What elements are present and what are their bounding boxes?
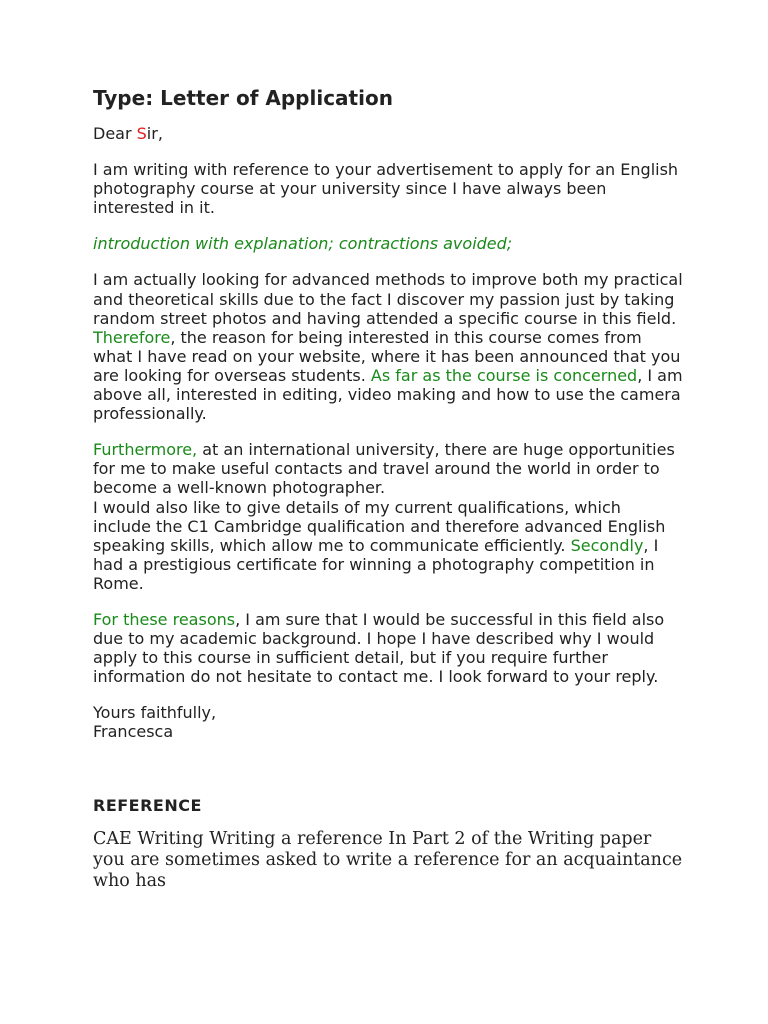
salutation	[93, 124, 683, 143]
linker-as-far-as: As far as the course is concerned	[370, 365, 638, 385]
body-2-part-1: at an international university, there are huge opportunities for me to make useful contacts and travel around the world in order to become a well-known photographer.	[93, 440, 675, 498]
closing: Yours faithfully,	[93, 703, 217, 723]
salutation-end: ir,	[146, 124, 163, 143]
annotation-intro: introduction with explanation; contractions avoided;	[93, 234, 513, 254]
body-1-part-1: I am actually looking for advanced methods to improve both my practical and theoretical skills due to the fact I discover my passion just by taking random street photos and having attended a specific course in this field.	[93, 270, 683, 328]
signature: Francesca	[93, 722, 174, 742]
body-1-part-3: , I am above all, interested in editing, video making and how to use the camera professionally.	[93, 365, 683, 424]
paragraph-conclusion	[93, 610, 683, 686]
paragraph-body-3	[93, 498, 683, 593]
linker-therefore: Therefore	[93, 327, 171, 347]
salutation-start: Dear	[93, 124, 137, 143]
reference-paragraph: CAE Writing Writing a reference In Part 2 of the Writing paper you are sometimes asked to write a reference for an acquaintance who has	[93, 828, 683, 891]
document-title: Type: Letter of Application	[93, 86, 393, 110]
linker-secondly: Secondly	[570, 535, 644, 555]
body-1-part-2: , the reason for being interested in this course comes from what I have read on your website, where it has been announced that you are looking for overseas students.	[93, 327, 681, 385]
conclusion-part-1: , I am sure that I would be successful in this field also due to my academic background. I hope I have described why I would apply to this course in sufficient detail, but if you require further information do not hesitate to contact me. I look forward to your reply.	[93, 609, 665, 687]
salutation-red-letter: S	[136, 124, 147, 143]
body-3-part-2: , I had a prestigious certificate for winning a photography competition in Rome.	[93, 535, 659, 593]
document-page	[93, 86, 683, 892]
linker-for-these-reasons: For these reasons	[93, 609, 236, 629]
paragraph-intro: I am writing with reference to your advertisement to apply for an English photography course at your university since I have always been interested in it.	[93, 160, 679, 218]
paragraph-body-1	[93, 270, 683, 423]
body-3-part-1: I would also like to give details of my current qualifications, which include the C1 Cambridge qualification and therefore advanced English speaking skills, which allow me to communicate efficiently.	[93, 497, 666, 555]
linker-furthermore: Furthermore,	[93, 440, 198, 460]
reference-heading: REFERENCE	[93, 795, 202, 815]
paragraph-body-2	[93, 440, 683, 497]
